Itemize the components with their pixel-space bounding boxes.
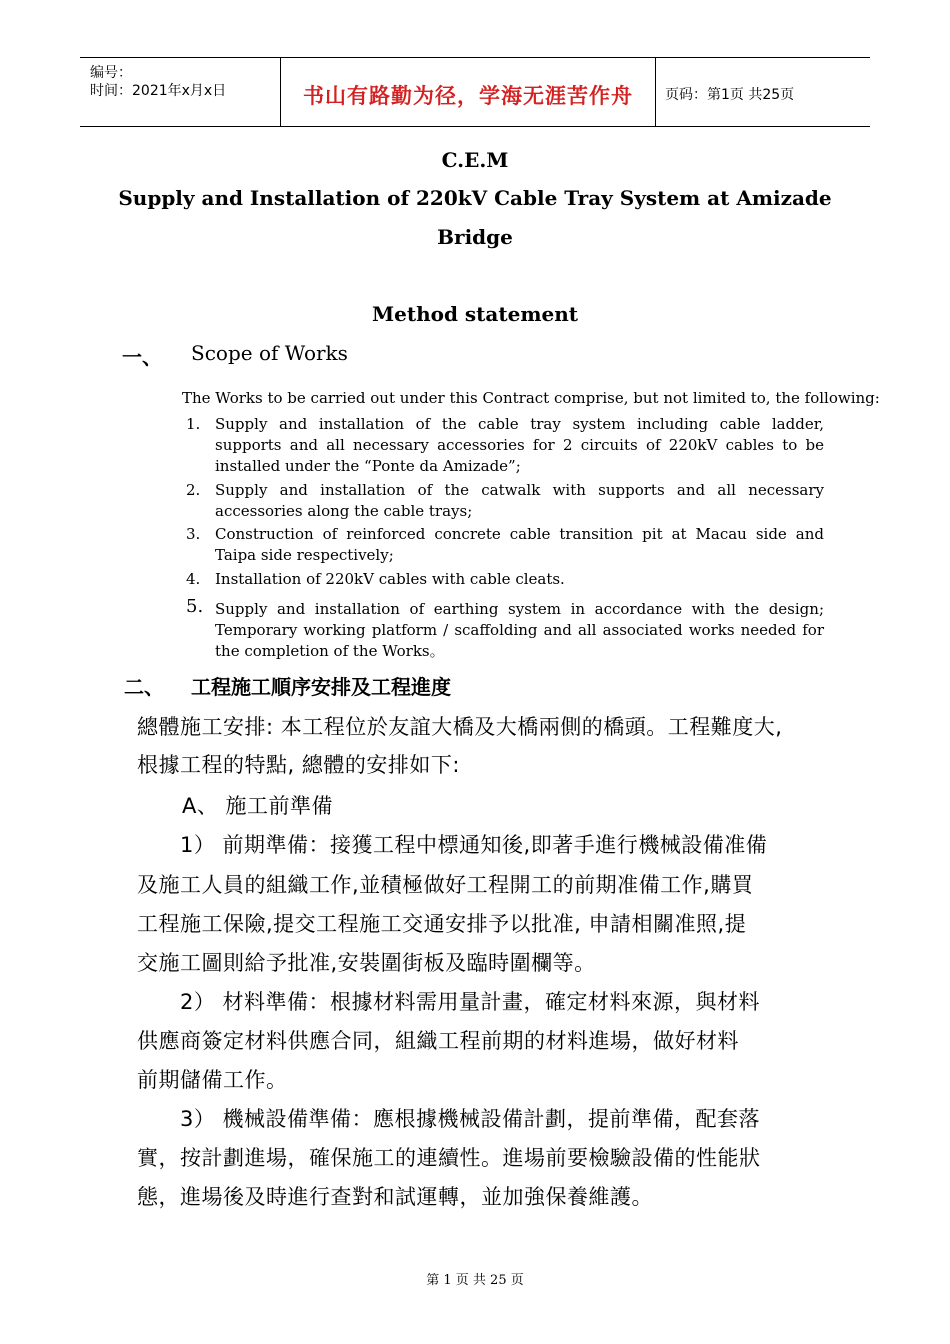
scope-list-item [182,524,824,566]
document-time-label: 时间：2021年x月x日 [90,83,227,99]
title-line-1: C.E.M [441,148,509,172]
section-1-heading: Scope of Works [191,341,348,365]
paragraph-line: 工程施工保險,提交工程施工交通安排予以批准, 申請相關准照,提 [137,912,747,936]
scope-list-item [182,596,824,662]
section-1-marker: 一、 [122,345,162,369]
scope-list-item [182,480,824,522]
paragraph-line: 2） 材料準備：根據材料需用量計畫，確定材料來源，與材料 [180,990,761,1014]
list-item-text: Supply and installation of the catwalk with supports and all necessary accessories along the cable trays; [215,481,824,520]
list-item-text: Supply and installation of the cable tray system including cable ladder, supports and all necessary accessories for 2 circuits of 220kV cables to be installed under the “Ponte da Amizade”; [215,415,824,475]
title-line-2: Supply and Installation of 220kV Cable Tray System at Amizade [118,186,832,210]
document-header [80,57,870,127]
list-item-number: 4. [186,570,201,588]
paragraph-line: 實，按計劃進場，確保施工的連續性。進場前要檢驗設備的性能狀 [137,1146,761,1170]
header-motto: 书山有路勤为径，学海无涯苦作舟 [303,84,633,108]
section-1-intro: The Works to be carried out under this Contract comprise, but not limited to, the following: [182,389,880,407]
list-item-number: 5. [186,596,204,617]
list-item-text: Construction of reinforced concrete cable transition pit at Macau side and Taipa side respectively; [215,525,824,564]
subsection-heading: A、 施工前準備 [182,794,334,818]
list-item-number: 3. [186,525,201,543]
paragraph-line: 1） 前期準備：接獲工程中標通知後,即著手進行機械設備准備 [180,833,768,857]
section-2-heading: 工程施工順序安排及工程進度 [191,675,451,699]
paragraph-line: 3） 機械設備準備：應根據機械設備計劃，提前準備，配套落 [180,1107,761,1131]
header-page-cell [655,58,870,126]
paragraph-line: 總體施工安排: 本工程位於友誼大橋及大橋兩側的橋頭。工程難度大, [137,715,783,739]
page-footer: 第 1 页 共 25 页 [426,1273,524,1288]
section-2-marker: 二、 [124,675,164,699]
paragraph-line: 供應商簽定材料供應合同，組織工程前期的材料進場，做好材料 [137,1029,739,1053]
header-motto-cell [280,58,656,126]
header-page-info: 页码：第1页 共25页 [665,87,795,103]
paragraph-line: 前期儲備工作。 [137,1068,288,1092]
list-item-text: Supply and installation of earthing system in accordance with the design; Temporary working platform / scaffolding and all associated works needed for the completion of the Works。 [215,600,824,660]
scope-list-item [182,569,824,590]
paragraph-line: 交施工圖則給予批准,安裝圍街板及臨時圍欄等。 [137,951,596,975]
header-meta-cell [80,58,280,126]
paragraph-line: 態，進場後及時進行查對和試運轉，並加強保養維護。 [137,1185,653,1209]
scope-list-item [182,414,824,477]
paragraph-line: 及施工人員的組織工作,並積極做好工程開工的前期准備工作,購買 [137,873,754,897]
title-line-3: Bridge [437,225,513,249]
document-subtitle: Method statement [371,302,578,326]
paragraph-line: 根據工程的特點, 總體的安排如下: [137,753,460,777]
document-number-label: 编号： [90,65,132,81]
list-item-number: 2. [186,481,201,499]
list-item-number: 1. [186,415,201,433]
list-item-text: Installation of 220kV cables with cable cleats. [215,570,565,588]
